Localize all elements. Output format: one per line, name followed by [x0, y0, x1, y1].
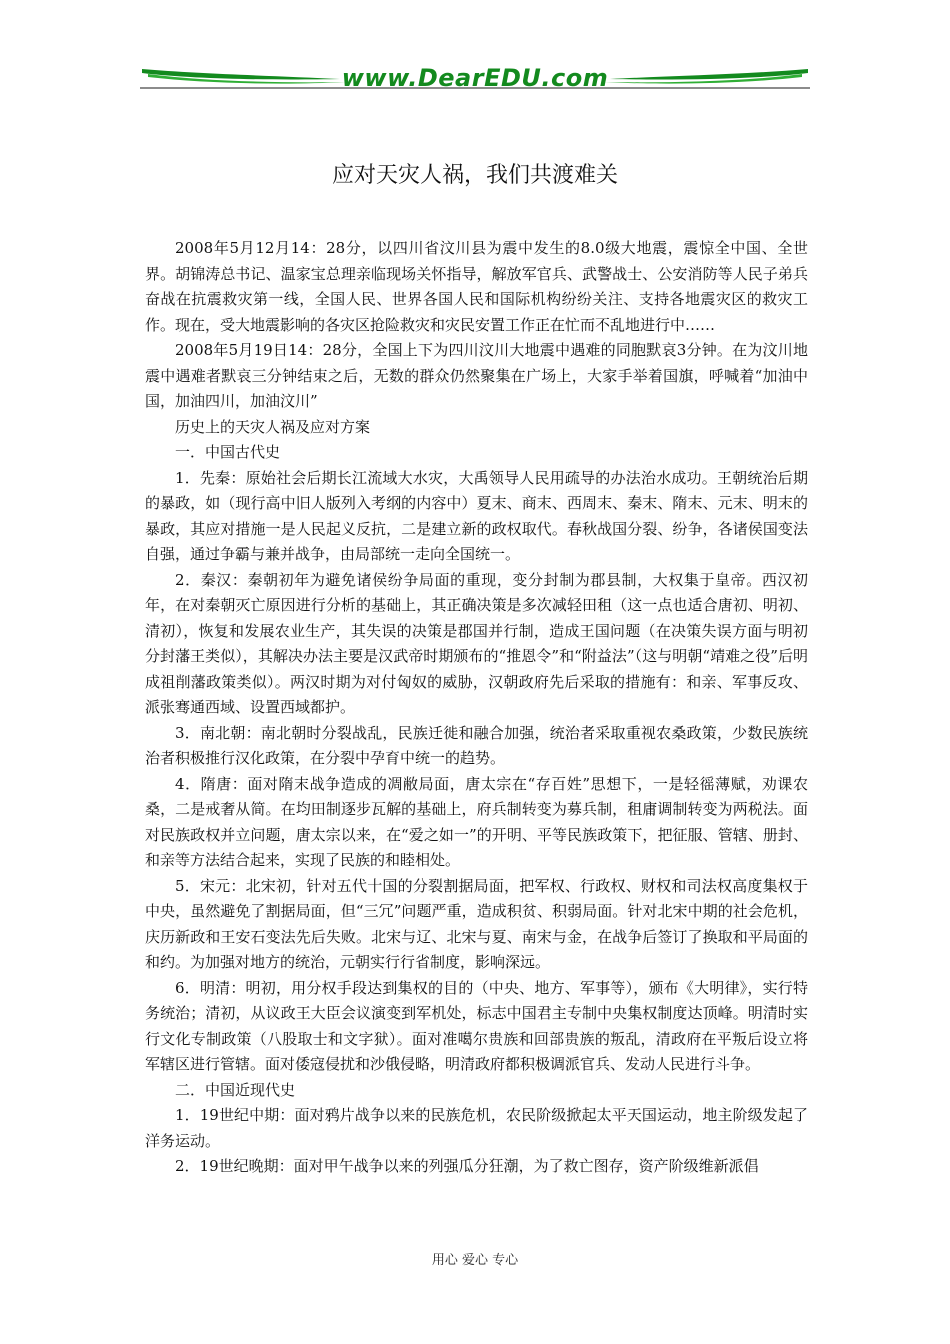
paragraph: 2．19世纪晚期：面对甲午战争以来的列强瓜分狂潮，为了救亡图存，资产阶级维新派倡 [175, 1157, 759, 1175]
paragraph: 1．先秦：原始社会后期长江流域大水灾，大禹领导人民用疏导的办法治水成功。王朝统治后期的暴政，如（现行高中旧人版列入考纲的内容中）夏末、商末、西周末、秦末、隋末、元末、明末的暴政，其应对措施一是人民起义反抗，二是建立新的政权取代。春秋战国分裂、纷争，各诸侯国变法自强，通过争霸与兼并战争，由局部统一走向全国统一。 [145, 468, 808, 563]
section-heading: 一．中国古代史 [175, 443, 281, 461]
site-logo-text[interactable]: www.DearEDU.com [341, 64, 609, 92]
section-heading: 二．中国近现代史 [175, 1080, 296, 1099]
page-footer: 用心 爱心 专心 [431, 1253, 519, 1268]
paragraph: 5．宋元：北宋初，针对五代十国的分裂割据局面，把军权、行政权、财权和司法权高度集权于中央，虽然避免了割据局面，但“三冗”问题严重，造成积贫、积弱局面。针对北宋中期的社会危机，庆历新政和王安石变法先后失败。北宋与辽、北宋与夏、南宋与金，在战争后签订了换取和平局面的和约。为加强对地方的统治，元朝实行行省制度，影响深远。 [145, 876, 808, 971]
paragraph: 2．秦汉：秦朝初年为避免诸侯纷争局面的重现，变分封制为郡县制，大权集于皇帝。西汉初年，在对秦朝灭亡原因进行分析的基础上，其正确决策是多次减轻田租（这一点也适合唐初、明初、清初），恢复和发展农业生产，其失误的决策是郡国并行制，造成王国问题（在决策失误方面与明初分封藩王类似），其解决办法主要是汉武帝时期颁布的“推恩令”和“附益法”（这与明朝“靖难之役”后明成祖削藩政策类似）。两汉时期为对付匈奴的威胁，汉朝政府先后采取的措施有：和亲、军事反攻、派张骞通西域、设置西域都护。 [145, 570, 808, 716]
page-title: 应对天灾人祸，我们共渡难关 [331, 163, 618, 188]
paragraph: 2008年5月19日14：28分，全国上下为四川汶川大地震中遇难的同胞默哀3分钟。在为汶川地震中遇难者默哀三分钟结束之后，无数的群众仍然聚集在广场上，大家手举着国旗，呼喊着“加油中国，加油四川，加油汶川” [145, 341, 808, 410]
paragraph: 6．明清：明初，用分权手段达到集权的目的（中央、地方、军事等），颁布《大明律》，实行特务统治；清初，从议政王大臣会议演变到军机处，标志中国君主专制中央集权制度达顶峰。明清时实行文化专制政策（八股取士和文字狱）。面对准噶尔贵族和回部贵族的叛乱，清政府在平叛后设立将军辖区进行管辖。面对倭寇侵扰和沙俄侵略，明清政府都积极调派官兵、发动人民进行斗争。 [145, 978, 808, 1073]
paragraph: 2008年5月12月14：28分，以四川省汶川县为震中发生的8.0级大地震，震惊全中国、全世界。胡锦涛总书记、温家宝总理亲临现场关怀指导，解放军官兵、武警战士、公安消防等人民子弟兵奋战在抗震救灾第一线，全国人民、世界各国人民和国际机构纷纷关注、支持各地震灾区的救灾工作。现在，受大地震影响的各灾区抢险救灾和灾民安置工作正在忙而不乱地进行中…… [145, 239, 808, 334]
paragraph: 3．南北朝：南北朝时分裂战乱，民族迁徙和融合加强，统治者采取重视农桑政策，少数民族统治者积极推行汉化政策，在分裂中孕育中统一的趋势。 [145, 723, 808, 767]
paragraph: 4．隋唐：面对隋末战争造成的凋敝局面，唐太宗在“存百姓”思想下，一是轻徭薄赋，劝课农桑，二是戒奢从简。在均田制逐步瓦解的基础上，府兵制转变为募兵制，租庸调制转变为两税法。面对民族政权并立问题，唐太宗以来，在“爱之如一”的开明、平等民族政策下，把征服、管辖、册封、和亲等方法结合起来，实现了民族的和睦相处。 [145, 774, 808, 869]
site-header-banner [140, 60, 810, 98]
paragraph: 1．19世纪中期：面对鸦片战争以来的民族危机，农民阶级掀起太平天国运动，地主阶级发起了洋务运动。 [145, 1106, 808, 1150]
section-heading: 历史上的天灾人祸及应对方案 [175, 417, 371, 436]
article-body [145, 236, 808, 1180]
